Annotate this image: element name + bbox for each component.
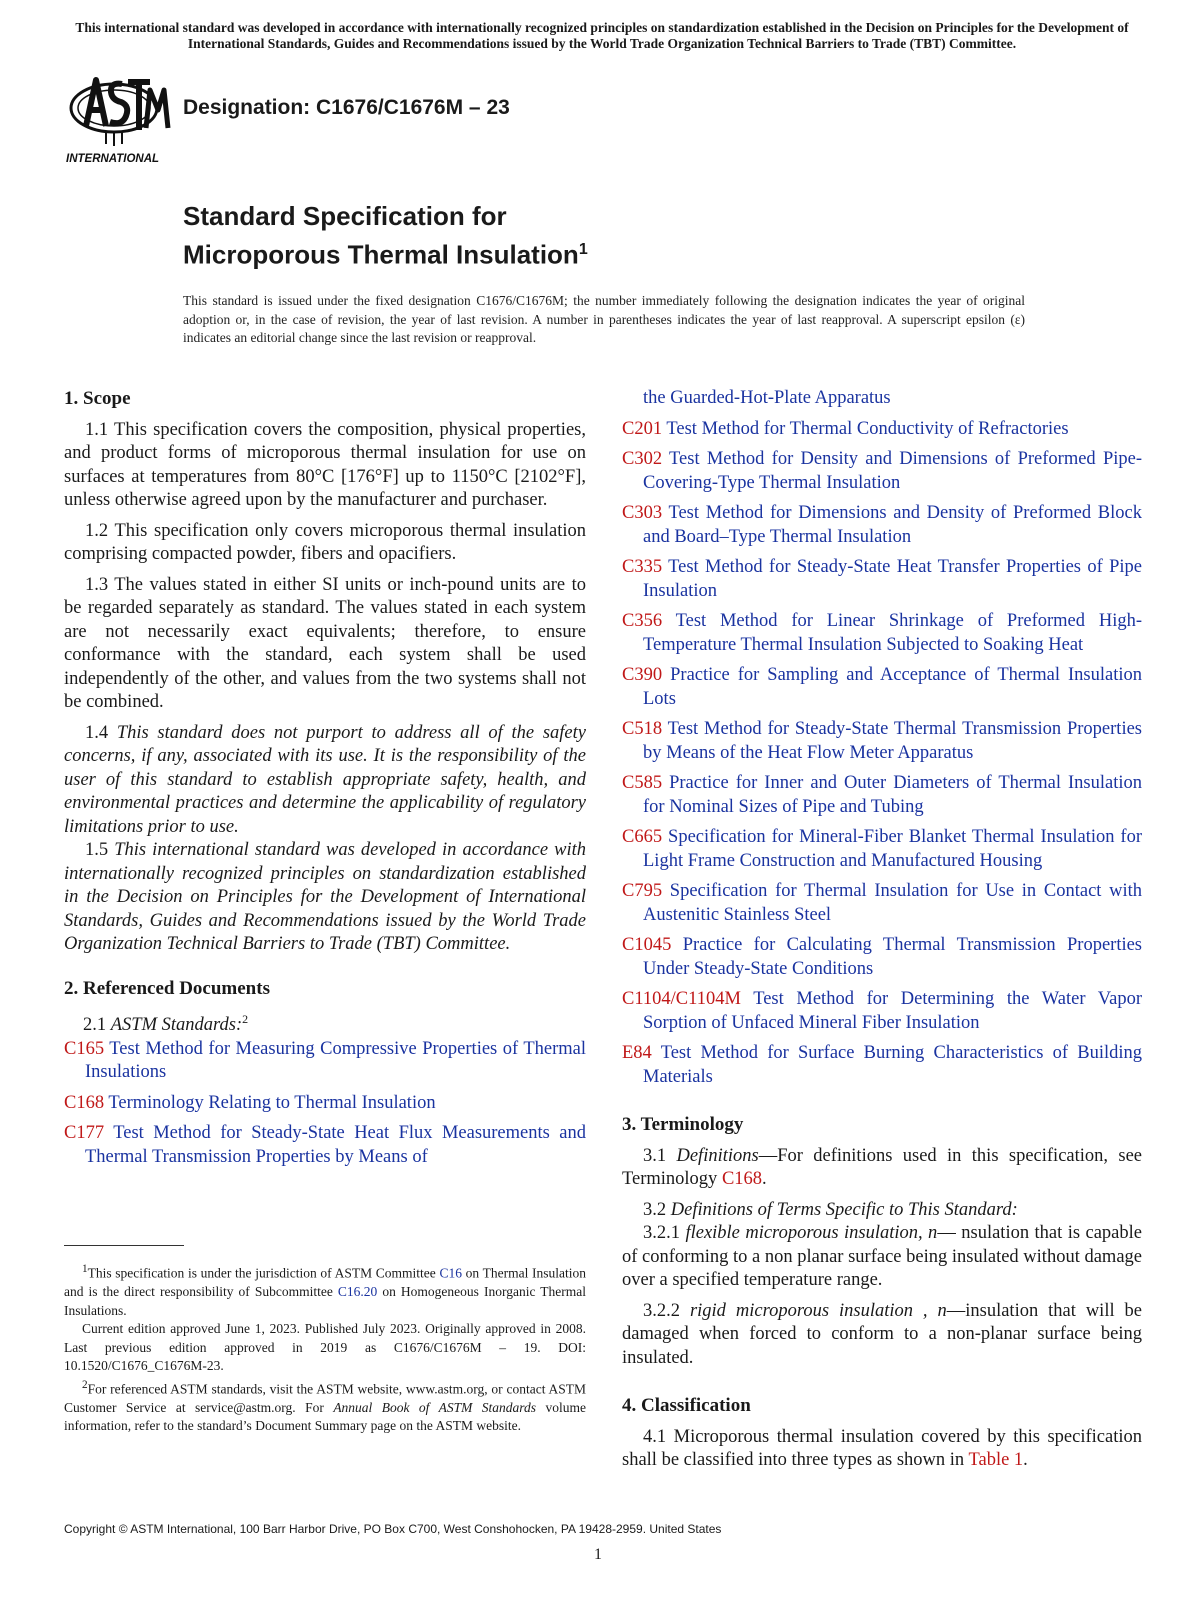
ref-title[interactable]: Practice for Sampling and Acceptance of Thermal Insulation Lots <box>643 665 1143 709</box>
scope-1-1: 1.1 This specification covers the composition, physical properties, and product forms of microporous thermal insulation for use on surfaces at temperatures from 80°C [176°F] up to 1150°C [2102°F], unless otherwise agreed upon by the manufacturer and purchaser. <box>64 419 586 510</box>
class-4-1-text: 4.1 Microporous thermal insulation covered by this specification shall be classified into three types as shown in <box>622 1426 1142 1470</box>
footnote-1-text-b: on Thermal Insulation and is the direct responsibility of Subcommittee <box>64 1265 587 1299</box>
ref-c177-continued[interactable] <box>622 387 1142 411</box>
ref-code[interactable]: C168 <box>64 1092 105 1113</box>
footnote-c16-20-link[interactable]: C16.20 <box>337 1284 378 1299</box>
ref-code[interactable]: C201 <box>622 418 663 439</box>
ref-code[interactable]: C165 <box>64 1038 105 1059</box>
ref-code[interactable]: C303 <box>622 503 663 523</box>
ref-c585[interactable] <box>622 772 1142 819</box>
scope-1-2: 1.2 This specification only covers microporous thermal insulation comprising compacted powder, fibers and opacifiers. <box>64 520 586 564</box>
scope-1-5-text: This international standard was developed in accordance with internationally recognized principles on standardization established in the Decision on Principles for the Development of International Standards, Guides and Recommendations issued by the World Trade Organization Technical Barriers to Trade (TBT) Committee. <box>64 840 587 954</box>
ref-c302[interactable] <box>622 448 1142 495</box>
refdocs-heading: 2. Referenced Documents <box>64 977 270 999</box>
scope-1-5-num: 1.5 <box>85 840 109 860</box>
title-line-1: Standard Specification for <box>183 201 507 231</box>
class-4-1-end: . <box>1023 1450 1028 1470</box>
ref-code[interactable]: C1104/C1104M <box>622 989 741 1009</box>
ref-title[interactable]: Test Method for Density and Dimensions of Preformed Pipe-Covering-Type Thermal Insulation <box>643 449 1142 493</box>
term-3-2-1-num: 3.2.1 <box>643 1223 680 1243</box>
footnote-1-mark: 1 <box>82 1263 88 1275</box>
term-3-2-2-term: rigid microporous insulation , n <box>689 1300 947 1321</box>
footnote-1 <box>64 1260 586 1320</box>
astm-standards-footnote-mark: 2 <box>242 1012 249 1026</box>
terminology-heading: 3. Terminology <box>622 1114 744 1135</box>
ref-c303[interactable] <box>622 502 1142 549</box>
ref-title[interactable]: Test Method for Measuring Compressive Properties of Thermal Insulations <box>85 1038 587 1083</box>
title-footnote-mark: 1 <box>578 241 588 258</box>
classification-heading: 4. Classification <box>622 1395 751 1416</box>
term-3-1-num: 3.1 <box>643 1145 667 1166</box>
ref-c165[interactable] <box>64 1038 586 1085</box>
term-3-2 <box>622 1199 1142 1223</box>
term-3-1-end: . <box>762 1169 767 1189</box>
ref-c177[interactable] <box>64 1122 586 1169</box>
footnote-2-text-b: volume information, refer to the standard’s Document Summary page on the ASTM website. <box>64 1399 586 1433</box>
footnote-1-text-c: on Homogeneous Inorganic Thermal Insulations. <box>64 1284 587 1318</box>
ref-c390[interactable] <box>622 664 1142 711</box>
astm-standards-label: ASTM Standards: <box>110 1015 243 1036</box>
document-title <box>183 200 588 272</box>
footnote-divider <box>64 1245 184 1246</box>
term-3-1 <box>622 1145 1142 1192</box>
ref-code[interactable]: C1045 <box>622 935 672 955</box>
term-3-2-2-text: —insulation that will be damaged when forced to conform to a non-planar surface being insulated. <box>622 1300 1142 1368</box>
ref-title[interactable]: Specification for Thermal Insulation for Use in Contact with Austenitic Stainless Steel <box>643 881 1142 925</box>
term-3-1-text: —For definitions used in this specification, see Terminology <box>622 1145 1142 1189</box>
astm-logo-icon <box>64 70 172 166</box>
ref-title[interactable]: Test Method for Steady-State Thermal Transmission Properties by Means of the Heat Flow Meter Apparatus <box>643 719 1142 763</box>
scope-1-4 <box>64 722 586 840</box>
ref-code[interactable]: C665 <box>622 827 663 847</box>
astm-standards-subheading <box>83 1008 586 1038</box>
footnote-2-mark: 2 <box>82 1378 88 1391</box>
class-4-1 <box>622 1426 1142 1473</box>
term-3-1-term: Definitions <box>676 1145 759 1166</box>
ref-title[interactable]: Practice for Calculating Thermal Transmission Properties Under Steady-State Conditions <box>643 935 1143 979</box>
scope-1-3: 1.3 The values stated in either SI units or inch-pound units are to be regarded separately as standard. The values stated in each system are not necessarily exact equivalents; therefore, to ensure conformance with the standard, each system shall be used independently of the other, and values from the two systems shall not be combined. <box>64 574 586 712</box>
ref-title[interactable]: Terminology Relating to Thermal Insulation <box>108 1092 436 1113</box>
astm-international-logo <box>64 70 172 166</box>
ref-c177-continued-text[interactable]: the Guarded-Hot-Plate Apparatus <box>643 388 891 408</box>
footnote-2-text-a: For referenced ASTM standards, visit the ASTM website, www.astm.org, or contact ASTM Customer Service at service@astm.org. For <box>64 1381 586 1415</box>
astm-standards-num: 2.1 <box>83 1015 107 1036</box>
scope-1-4-text: This standard does not purport to address all of the safety concerns, if any, associated with its use. It is the responsibility of the user of this standard to establish appropriate safety, health, and environmental practices and determine the applicability of regulatory limitations prior to use. <box>64 722 586 837</box>
ref-title[interactable]: Test Method for Steady-State Heat Flux Measurements and Thermal Transmission Properties by Means of <box>85 1123 586 1167</box>
ref-title[interactable]: Test Method for Determining the Water Vapor Sorption of Unfaced Mineral Fiber Insulation <box>643 989 1142 1033</box>
ref-c795[interactable] <box>622 880 1142 927</box>
copyright: Copyright © ASTM International, 100 Barr Harbor Drive, PO Box C700, West Conshohocken, PA 19428-2959. United States <box>64 1522 722 1536</box>
ref-title[interactable]: Test Method for Dimensions and Density of Preformed Block and Board–Type Thermal Insulation <box>643 503 1142 547</box>
logo-text: INTERNATIONAL <box>66 153 160 165</box>
term-3-2-1-term: flexible microporous insulation, n <box>685 1223 938 1243</box>
ref-code[interactable]: C585 <box>622 773 663 793</box>
term-3-2-num: 3.2 <box>643 1199 667 1220</box>
wto-notice: This international standard was developed in accordance with internationally recognized principles on standardization established in the Decision on Principles for the Development of International Standards, Guides and Recommendations issued by the World Trade Organization Technical Barriers to Trade (TBT) Committee. <box>75 20 1129 51</box>
ref-title[interactable]: Test Method for Surface Burning Characteristics of Building Materials <box>643 1043 1142 1087</box>
ref-title[interactable]: Practice for Inner and Outer Diameters of Thermal Insulation for Nominal Sizes of Pipe and Tubing <box>643 773 1142 817</box>
ref-code[interactable]: C795 <box>622 881 663 901</box>
ref-c356[interactable] <box>622 610 1142 657</box>
footnote-2-book: Annual Book of ASTM Standards <box>333 1399 537 1415</box>
ref-code[interactable]: C518 <box>622 719 663 739</box>
designation: Designation: C1676/C1676M – 23 <box>183 96 510 119</box>
scope-1-5 <box>64 839 586 957</box>
term-3-2-2-num: 3.2.2 <box>643 1300 680 1321</box>
ref-title[interactable]: Specification for Mineral-Fiber Blanket Thermal Insulation for Light Frame Construction and Manufactured Housing <box>643 827 1142 871</box>
footnote-c16-link[interactable]: C16 <box>439 1265 462 1281</box>
ref-code[interactable]: C177 <box>64 1123 105 1144</box>
title-line-2: Microporous Thermal Insulation <box>183 239 579 270</box>
ref-code[interactable]: C335 <box>622 557 663 577</box>
ref-code[interactable]: C390 <box>622 665 663 685</box>
right-column-refs <box>622 387 1142 1480</box>
footnote-1-edition: Current edition approved June 1, 2023. Published July 2023. Originally approved in 2008. Last previous edition approved in 2019 as C1676/C1676M – 19. DOI: 10.1520/C1676_C1676M-23. <box>64 1321 586 1373</box>
ref-e84[interactable] <box>622 1042 1142 1089</box>
ref-title[interactable]: Test Method for Linear Shrinkage of Preformed High-Temperature Thermal Insulation Subjected to Soaking Heat <box>643 611 1142 655</box>
page-number: 1 <box>594 1546 602 1563</box>
term-3-2-2 <box>622 1300 1142 1371</box>
table-1-link[interactable]: Table 1 <box>968 1450 1024 1470</box>
term-3-2-text: Definitions of Terms Specific to This Standard: <box>670 1199 1018 1220</box>
term-3-2-1 <box>622 1222 1142 1293</box>
ref-title[interactable]: Test Method for Thermal Conductivity of Refractories <box>666 418 1069 439</box>
ref-c335[interactable] <box>622 556 1142 603</box>
footnote-1-text-a: This specification is under the jurisdiction of ASTM Committee <box>87 1265 440 1281</box>
scope-heading: 1. Scope <box>64 388 131 409</box>
footnote-2 <box>64 1376 586 1436</box>
ref-c518[interactable] <box>622 718 1142 765</box>
footnotes <box>64 1260 586 1436</box>
ref-c665[interactable] <box>622 826 1142 873</box>
ref-c1104[interactable] <box>622 988 1142 1035</box>
term-3-1-link[interactable]: C168 <box>721 1169 763 1189</box>
ref-c201[interactable] <box>622 418 1142 442</box>
ref-c168[interactable] <box>64 1092 586 1116</box>
ref-code[interactable]: C356 <box>622 611 663 631</box>
ref-code[interactable]: E84 <box>622 1043 652 1063</box>
issued-statement: This standard is issued under the fixed designation C1676/C1676M; the number immediately following the designation indicates the year of original adoption or, in the case of revision, the year of last revision. A number in parentheses indicates the year of last reapproval. A superscript epsilon (ε) indicates an editorial change since the last revision or reapproval. <box>183 293 1025 345</box>
ref-code[interactable]: C302 <box>622 449 663 469</box>
term-3-2-1-text: — nsulation that is capable of conforming to a non planar surface being insulated without damage over a specified temperature range. <box>622 1223 1142 1290</box>
left-column <box>64 387 586 1176</box>
scope-1-4-num: 1.4 <box>85 722 109 743</box>
ref-c1045[interactable] <box>622 934 1142 981</box>
ref-title[interactable]: Test Method for Steady-State Heat Transfer Properties of Pipe Insulation <box>643 557 1142 601</box>
